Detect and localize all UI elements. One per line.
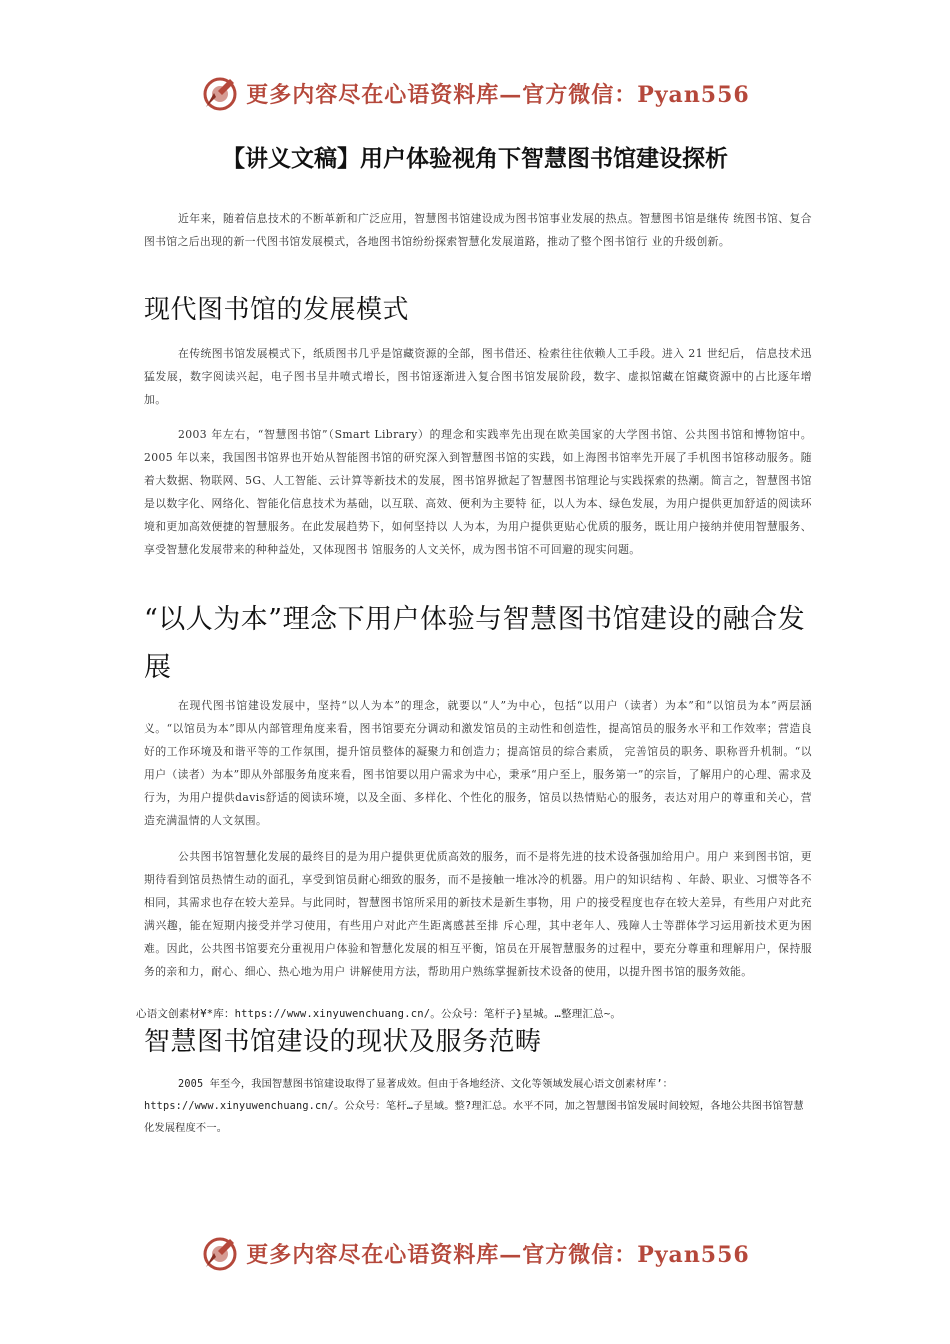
section-3 xyxy=(144,1022,812,1062)
section-2-para-1-block xyxy=(144,694,812,832)
section-2-heading: “以人为本”理念下用户体验与智慧图书馆建设的融合发展 xyxy=(144,604,806,683)
logo-icon xyxy=(200,73,240,113)
intro-block xyxy=(144,207,812,253)
intro-paragraph: 近年来，随着信息技术的不断革新和广泛应用，智慧图书馆建设成为图书馆事业发展的热点。智慧图书馆是继传 统图书馆、复合图书馆之后出现的新一代图书馆发展模式，各地图书馆纷纷探索智慧化发展道路，推动了整个图书馆行 业的升级创新。 xyxy=(144,212,812,248)
section-1-para-2-block xyxy=(144,423,812,561)
section-1-paragraph-1: 在传统图书馆发展模式下，纸质图书几乎是馆藏资源的全部，图书借还、检索往往依赖人工手段。进入 21 世纪后， 信息技术迅猛发展，数字阅读兴起，电子图书呈井喷式增长，图书馆逐渐进入复合图书馆发展阶段，数字、虚拟馆藏在馆藏资源中的占比逐年增加。 xyxy=(144,347,812,406)
section-3-paragraph: 2005 年至今，我国智慧图书馆建设取得了显著成效。但由于各地经济、文化等领域发展心语文创素材库’：https://www.xinyuwenchuang.cn/。公众号：笔杆…子星域。整?理汇总。水平不同，加之智慧图书馆发展时间较短，各地公共图书馆智慧化发展程度不一。 xyxy=(144,1079,804,1134)
document-title: 【讲义文稿】用户体验视角下智慧图书馆建设探析 xyxy=(222,146,728,172)
section-1-paragraph-2: 2003 年左右，“智慧图书馆”（Smart Library）的理念和实践率先出现在欧美国家的大学图书馆、公共图书馆和博物馆中。2005 年以来，我国图书馆界也开始从智能图书馆的研究深入到智慧图书馆的实践，如上海图书馆率先开展了手机图书馆移动服务。随着大数据、物联网、5G、人工智能、云计算等新技术的发展，图书馆界掀起了智慧图书馆理论与实践探索的热潮。简言之，智慧图书馆是以数字化、网络化、智能化信息技术为基础，以互联、高效、便利为主要特 征，以人为本、绿色发展，为用户提供更加舒适的阅读环境和更加高效便捷的智慧服务。在此发展趋势下，如何坚持以 人为本，为用户提供更贴心优质的服务，既让用户接纳并使用智慧服务、享受智慧化发展带来的种种益处，又体现图书 馆服务的人文关怀，成为图书馆不可回避的现实问题。 xyxy=(144,428,812,556)
section-1-heading: 现代图书馆的发展模式 xyxy=(144,295,410,325)
section-2-paragraph-2: 公共图书馆智慧化发展的最终目的是为用户提供更优质高效的服务，而不是将先进的技术设备强加给用户。用户 来到图书馆，更期待看到馆员热情生动的面孔，享受到馆员耐心细致的服务，而不是接触一堆冰冷的机器。用户的知识结构 、年龄、职业、习惯等各不相同，其需求也存在较大差异。与此同时，智慧图书馆所采用的新技术是新生事物，用 户的接受程度也存在较大差异，有些用户对此充满兴趣，能在短期内接受并学习使用，有些用户对此产生距离感甚至排 斥心理，其中老年人、残障人士等群体学习运用新技术更为困难。因此，公共图书馆要充分重视用户体验和智慧化发展的相互平衡，馆员在开展智慧服务的过程中，要充分尊重和理解用户，保持服务的亲和力，耐心、细心、热心地为用户 讲解使用方法，帮助用户熟练掌握新技术设备的使用，以提升图书馆的服务效能。 xyxy=(144,850,812,978)
banner-text: 更多内容尽在心语资料库—官方微信：Pyan556 xyxy=(246,1241,750,1268)
section-2-paragraph-1: 在现代图书馆建设发展中，坚持“以人为本”的理念，就要以“人”为中心，包括“以用户（读者）为本”和“以馆员为本”两层涵义。“以馆员为本”即从内部管理角度来看，图书馆要充分调动和激发馆员的主动性和创造性，提高馆员的服务水平和工作效率；营造良好的工作环境及和谐平等的工作氛围，提升馆员整体的凝聚力和创造力；提高馆员的综合素质， 完善馆员的职务、职称晋升机制。“以用户（读者）为本”即从外部服务角度来看，图书馆要以用户需求为中心，秉承“用户至上，服务第一”的宗旨，了解用户的心理、需求及行为，为用户提供davis舒适的阅读环境，以及全面、多样化、个性化的服务，馆员以热情贴心的服务，表达对用户的尊重和关心，营造充满温情的人文氛围。 xyxy=(144,699,812,827)
section-2 xyxy=(144,596,812,692)
section-3-para-block xyxy=(144,1074,812,1140)
header-banner xyxy=(0,68,950,118)
section-3-heading: 智慧图书馆建设的现状及服务范畴 xyxy=(144,1027,542,1057)
footer-banner xyxy=(0,1228,950,1278)
section-1 xyxy=(144,290,812,330)
banner-text: 更多内容尽在心语资料库—官方微信：Pyan556 xyxy=(246,81,750,108)
logo-icon xyxy=(200,1233,240,1273)
source-note: 心语文创素材¥*库：https://www.xinyuwenchuang.cn/。公众号：笔杆子}星城。…整理汇总~。 xyxy=(136,1008,622,1020)
section-1-para-1-block xyxy=(144,342,812,411)
section-2-para-2-block xyxy=(144,845,812,983)
